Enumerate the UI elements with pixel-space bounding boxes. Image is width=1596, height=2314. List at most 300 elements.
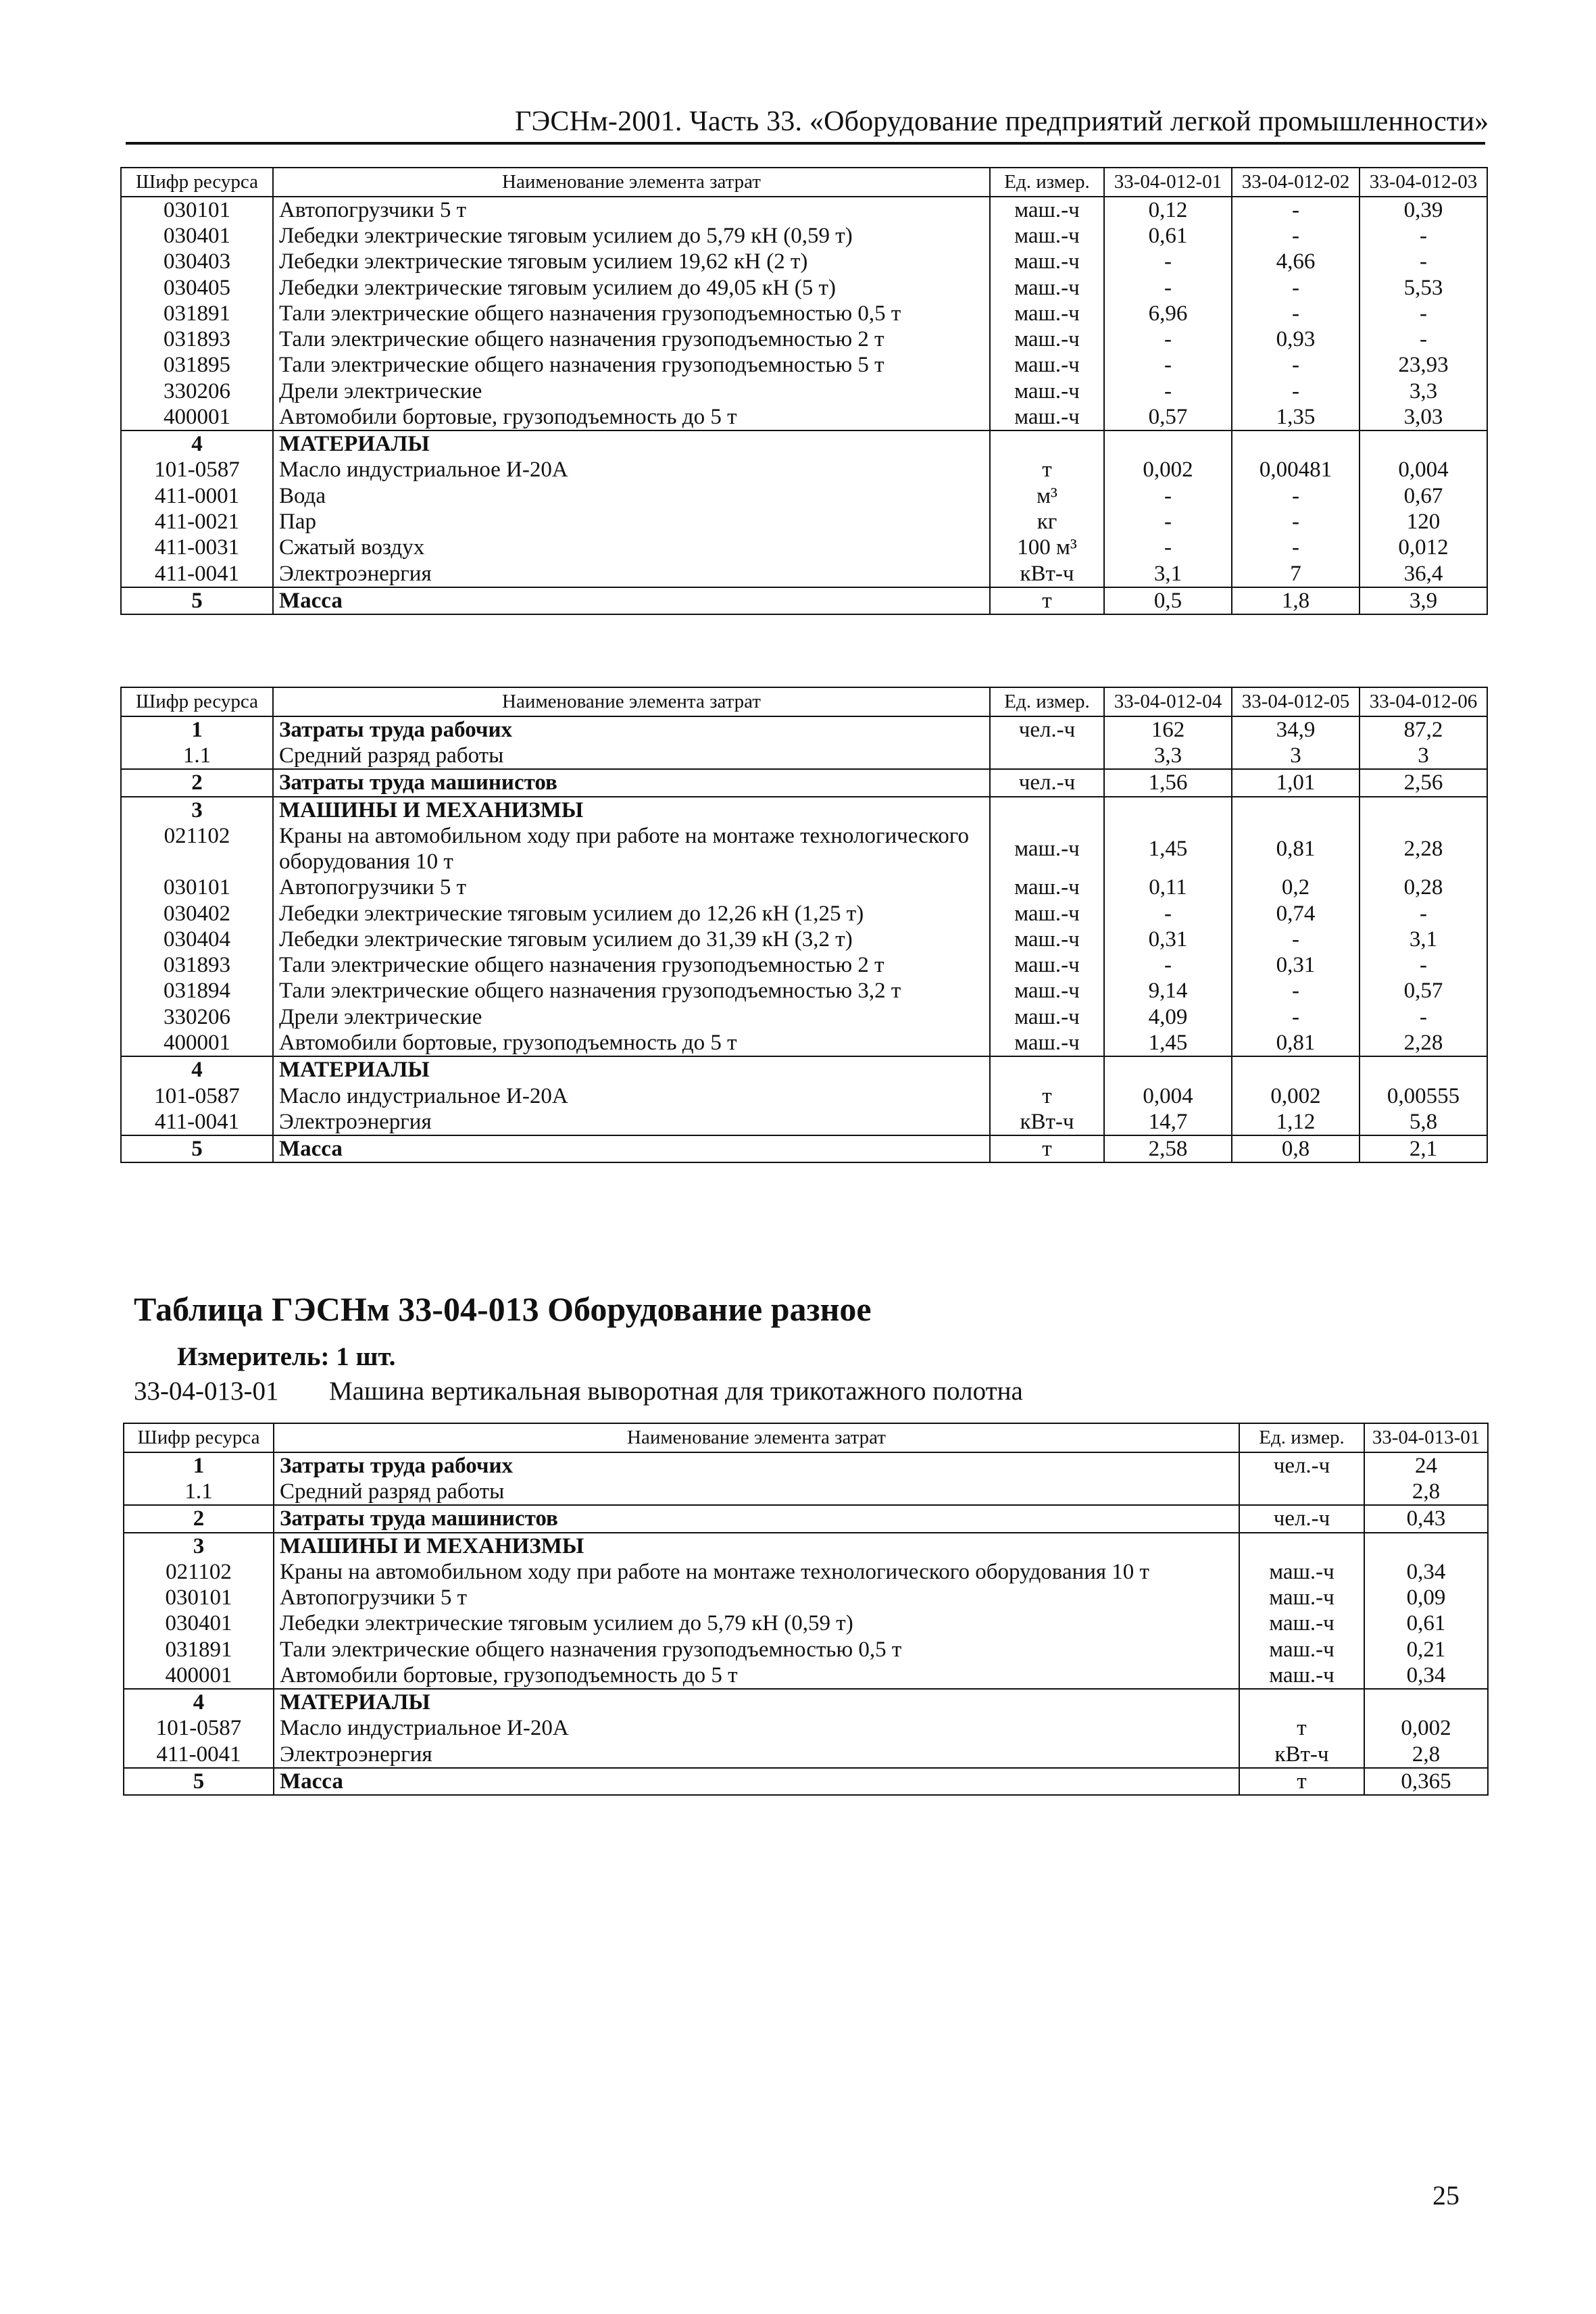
resource-code: 030401 — [121, 223, 273, 249]
rate-value — [1232, 1056, 1360, 1083]
resource-code: 030101 — [121, 875, 273, 900]
cost-element-name: Тали электрические общего назначения грузоподъемностью 2 т — [273, 952, 990, 978]
unit-of-measure: маш.-ч — [990, 378, 1104, 404]
cost-element-name: Тали электрические общего назначения грузоподъемностью 0,5 т — [273, 301, 990, 326]
rate-description: Машина вертикальная выворотная для трикотажного полотна — [329, 1377, 1023, 1406]
rate-value: - — [1232, 223, 1360, 249]
table-body — [121, 197, 1487, 614]
rate-value: 2,28 — [1360, 1030, 1487, 1056]
resource-code: 031893 — [121, 326, 273, 352]
col-header-rate: 33-04-012-04 — [1104, 687, 1232, 716]
rate-value: 0,81 — [1232, 1030, 1360, 1056]
resource-code: 031891 — [124, 1637, 274, 1663]
rate-value — [1232, 430, 1360, 457]
table-row — [124, 1585, 1488, 1610]
rate-value: 0,2 — [1232, 875, 1360, 900]
table-row — [121, 901, 1487, 927]
table-row — [121, 716, 1487, 743]
resource-code: 411-0001 — [121, 483, 273, 509]
cost-element-name: МАТЕРИАЛЫ — [274, 1689, 1239, 1715]
rate-value — [1232, 797, 1360, 823]
rate-value: 9,14 — [1104, 978, 1232, 1004]
table-row — [121, 275, 1487, 301]
cost-element-name: Краны на автомобильном ходу при работе на монтаже технологического оборудования 10 т — [274, 1559, 1239, 1585]
table-row — [124, 1715, 1488, 1741]
rate-value: 5,8 — [1360, 1109, 1487, 1135]
table-row — [121, 404, 1487, 430]
unit-of-measure: маш.-ч — [990, 404, 1104, 430]
rate-value: - — [1232, 275, 1360, 301]
table-row — [121, 952, 1487, 978]
rate-value: 0,8 — [1232, 1135, 1360, 1162]
unit-of-measure: маш.-ч — [1239, 1637, 1364, 1663]
unit-of-measure: маш.-ч — [990, 301, 1104, 326]
rate-value: - — [1104, 952, 1232, 978]
rate-value: - — [1360, 1004, 1487, 1030]
table-row — [121, 352, 1487, 378]
resource-code: 5 — [121, 587, 273, 614]
table-title: Таблица ГЭСНм 33-04-013 Оборудование разное — [134, 1290, 872, 1328]
rate-value: 162 — [1104, 716, 1232, 743]
unit-of-measure: маш.-ч — [990, 197, 1104, 223]
resource-code: 3 — [121, 797, 273, 823]
unit-of-measure — [990, 743, 1104, 769]
rate-value: 0,11 — [1104, 875, 1232, 900]
unit-of-measure: чел.-ч — [1239, 1505, 1364, 1532]
table-row — [124, 1663, 1488, 1689]
rate-value: - — [1232, 197, 1360, 223]
unit-of-measure: маш.-ч — [1239, 1610, 1364, 1636]
unit-of-measure: маш.-ч — [1239, 1663, 1364, 1689]
unit-of-measure: маш.-ч — [990, 1030, 1104, 1056]
header-rule — [126, 142, 1485, 145]
resource-code: 030402 — [121, 901, 273, 927]
cost-element-name: Тали электрические общего назначения грузоподъемностью 5 т — [273, 352, 990, 378]
cost-element-name: Средний разряд работы — [274, 1479, 1239, 1505]
rate-value: 0,57 — [1360, 978, 1487, 1004]
rate-value — [1364, 1533, 1488, 1559]
cost-element-name: Автомобили бортовые, грузоподъемность до 5 т — [273, 1030, 990, 1056]
cost-element-name: Лебедки электрические тяговым усилием до 5,79 кН (0,59 т) — [274, 1610, 1239, 1636]
unit-of-measure: чел.-ч — [1239, 1452, 1364, 1479]
unit-of-measure: маш.-ч — [990, 223, 1104, 249]
rate-value: 1,45 — [1104, 1030, 1232, 1056]
col-header-rate: 33-04-012-01 — [1104, 168, 1232, 197]
resource-code: 411-0041 — [121, 561, 273, 587]
rate-value: 2,8 — [1364, 1479, 1488, 1505]
cost-element-name: Средний разряд работы — [273, 743, 990, 769]
resource-code: 030404 — [121, 927, 273, 952]
col-header-unit: Ед. измер. — [990, 687, 1104, 716]
unit-of-measure: кВт-ч — [990, 561, 1104, 587]
rate-value: 0,67 — [1360, 483, 1487, 509]
rate-value: 0,00555 — [1360, 1083, 1487, 1109]
cost-element-name: Лебедки электрические тяговым усилием до 31,39 кН (3,2 т) — [273, 927, 990, 952]
rate-value: 0,81 — [1232, 823, 1360, 875]
rate-value: 1,56 — [1104, 769, 1232, 796]
rate-value: 0,43 — [1364, 1505, 1488, 1532]
rate-value: 0,09 — [1364, 1585, 1488, 1610]
resource-code: 2 — [121, 769, 273, 796]
rate-value: - — [1232, 927, 1360, 952]
unit-of-measure: т — [990, 1135, 1104, 1162]
rate-value: 3,1 — [1360, 927, 1487, 952]
unit-of-measure: маш.-ч — [990, 901, 1104, 927]
unit-of-measure: маш.-ч — [990, 823, 1104, 875]
resource-table-012-04-06 — [120, 687, 1488, 1163]
rate-value: - — [1360, 301, 1487, 326]
resource-code: 031895 — [121, 352, 273, 378]
unit-of-measure — [1239, 1689, 1364, 1715]
rate-value: 87,2 — [1360, 716, 1487, 743]
cost-element-name: Электроэнергия — [274, 1742, 1239, 1768]
rate-value: 0,28 — [1360, 875, 1487, 900]
rate-value: 6,96 — [1104, 301, 1232, 326]
cost-element-name: Лебедки электрические тяговым усилием до 49,05 кН (5 т) — [273, 275, 990, 301]
rate-value: 0,34 — [1364, 1559, 1488, 1585]
cost-element-name: Дрели электрические — [273, 1004, 990, 1030]
rate-value: - — [1232, 301, 1360, 326]
table-row — [121, 197, 1487, 223]
rate-value — [1104, 1056, 1232, 1083]
rate-value: 4,66 — [1232, 249, 1360, 274]
rate-value: 3,1 — [1104, 561, 1232, 587]
rate-value: - — [1104, 483, 1232, 509]
unit-of-measure: маш.-ч — [990, 1004, 1104, 1030]
rate-value: - — [1232, 1004, 1360, 1030]
rate-value: 0,5 — [1104, 587, 1232, 614]
resource-code: 030101 — [121, 197, 273, 223]
cost-element-name: Затраты труда машинистов — [273, 769, 990, 796]
rate-value: - — [1232, 535, 1360, 560]
unit-of-measure: маш.-ч — [990, 249, 1104, 274]
rate-value: 14,7 — [1104, 1109, 1232, 1135]
rate-value: 0,61 — [1364, 1610, 1488, 1636]
cost-element-name: Электроэнергия — [273, 561, 990, 587]
rate-value: - — [1104, 249, 1232, 274]
table-row — [121, 430, 1487, 457]
rate-value: 3,3 — [1360, 378, 1487, 404]
cost-element-name: Затраты труда машинистов — [274, 1505, 1239, 1532]
resource-code: 4 — [121, 430, 273, 457]
col-header-rate: 33-04-013-01 — [1364, 1423, 1488, 1452]
rate-value: - — [1232, 509, 1360, 535]
cost-element-name: Лебедки электрические тяговым усилием до 5,79 кН (0,59 т) — [273, 223, 990, 249]
table-row — [121, 797, 1487, 823]
cost-element-name: МАШИНЫ И МЕХАНИЗМЫ — [274, 1533, 1239, 1559]
cost-element-name: Масса — [273, 587, 990, 614]
resource-code: 400001 — [124, 1663, 274, 1689]
cost-element-name: Автомобили бортовые, грузоподъемность до 5 т — [274, 1663, 1239, 1689]
resource-code: 411-0031 — [121, 535, 273, 560]
unit-of-measure: маш.-ч — [1239, 1559, 1364, 1585]
rate-value — [1104, 797, 1232, 823]
table-row — [121, 1056, 1487, 1083]
rate-value: 0,12 — [1104, 197, 1232, 223]
table-row — [124, 1689, 1488, 1715]
resource-code: 411-0041 — [124, 1742, 274, 1768]
unit-of-measure: маш.-ч — [1239, 1585, 1364, 1610]
rate-value: 0,61 — [1104, 223, 1232, 249]
rate-value — [1360, 1056, 1487, 1083]
rate-value — [1104, 430, 1232, 457]
cost-element-name: Дрели электрические — [273, 378, 990, 404]
resource-code: 1 — [124, 1452, 274, 1479]
table-row — [121, 769, 1487, 796]
unit-of-measure: 100 м³ — [990, 535, 1104, 560]
cost-element-name: МАШИНЫ И МЕХАНИЗМЫ — [273, 797, 990, 823]
table-row — [121, 326, 1487, 352]
rate-value: 3 — [1360, 743, 1487, 769]
rate-value: 0,31 — [1104, 927, 1232, 952]
rate-value: 0,004 — [1360, 457, 1487, 483]
rate-value: 1,01 — [1232, 769, 1360, 796]
table-row — [124, 1768, 1488, 1795]
rate-value: 0,002 — [1364, 1715, 1488, 1741]
resource-code: 101-0587 — [121, 457, 273, 483]
unit-of-measure: маш.-ч — [990, 352, 1104, 378]
rate-value: 0,74 — [1232, 901, 1360, 927]
table-header-row — [121, 168, 1487, 197]
table-body — [121, 716, 1487, 1163]
unit-of-measure: маш.-ч — [990, 275, 1104, 301]
rate-value: 2,1 — [1360, 1135, 1487, 1162]
table-row — [124, 1452, 1488, 1479]
unit-of-measure: маш.-ч — [990, 927, 1104, 952]
table-row — [121, 223, 1487, 249]
table-row — [121, 927, 1487, 952]
rate-value: 0,002 — [1232, 1083, 1360, 1109]
rate-value: - — [1104, 901, 1232, 927]
unit-of-measure: т — [990, 457, 1104, 483]
cost-element-name: Масса — [274, 1768, 1239, 1795]
rate-value: - — [1232, 483, 1360, 509]
table-row — [124, 1479, 1488, 1505]
resource-code: 4 — [121, 1056, 273, 1083]
rate-value — [1364, 1689, 1488, 1715]
rate-value: 120 — [1360, 509, 1487, 535]
rate-value: - — [1232, 978, 1360, 1004]
unit-of-measure — [990, 430, 1104, 457]
table-row — [121, 743, 1487, 769]
resource-code: 330206 — [121, 378, 273, 404]
table-header-row — [124, 1423, 1488, 1452]
cost-element-name: Масса — [273, 1135, 990, 1162]
cost-element-name: Затраты труда рабочих — [273, 716, 990, 743]
cost-element-name: Тали электрические общего назначения грузоподъемностью 3,2 т — [273, 978, 990, 1004]
resource-code: 030405 — [121, 275, 273, 301]
col-header-rate: 33-04-012-05 — [1232, 687, 1360, 716]
col-header-name: Наименование элемента затрат — [273, 168, 990, 197]
resource-code: 411-0021 — [121, 509, 273, 535]
table-meter: Измеритель: 1 шт. — [177, 1342, 396, 1371]
resource-code: 101-0587 — [121, 1083, 273, 1109]
rate-value: 2,28 — [1360, 823, 1487, 875]
unit-of-measure — [990, 1056, 1104, 1083]
unit-of-measure: маш.-ч — [990, 326, 1104, 352]
resource-code: 030401 — [124, 1610, 274, 1636]
table-row — [121, 978, 1487, 1004]
rate-value: - — [1360, 223, 1487, 249]
table-row — [121, 1109, 1487, 1135]
rate-value: 0,00481 — [1232, 457, 1360, 483]
col-header-name: Наименование элемента затрат — [274, 1423, 1239, 1452]
resource-code: 411-0041 — [121, 1109, 273, 1135]
resource-code: 1.1 — [124, 1479, 274, 1505]
cost-element-name: Масло индустриальное И-20А — [273, 457, 990, 483]
col-header-rate: 33-04-012-02 — [1232, 168, 1360, 197]
unit-of-measure — [1239, 1479, 1364, 1505]
rate-value: 0,39 — [1360, 197, 1487, 223]
col-header-unit: Ед. измер. — [990, 168, 1104, 197]
rate-value: 3,9 — [1360, 587, 1487, 614]
rate-value: 0,93 — [1232, 326, 1360, 352]
rate-value — [1360, 797, 1487, 823]
rate-value: - — [1104, 535, 1232, 560]
rate-value: 4,09 — [1104, 1004, 1232, 1030]
resource-table-012-01-03 — [120, 167, 1488, 615]
rate-value: 0,004 — [1104, 1083, 1232, 1109]
running-header: ГЭСНм-2001. Часть 33. «Оборудование предприятий легкой промышленности» — [515, 106, 1489, 137]
resource-code: 101-0587 — [124, 1715, 274, 1741]
table-row — [121, 457, 1487, 483]
cost-element-name: Тали электрические общего назначения грузоподъемностью 2 т — [273, 326, 990, 352]
cost-element-name: Затраты труда рабочих — [274, 1452, 1239, 1479]
table-row — [121, 587, 1487, 614]
cost-element-name: Вода — [273, 483, 990, 509]
table-row — [121, 509, 1487, 535]
rate-value — [1360, 430, 1487, 457]
rate-value: - — [1104, 378, 1232, 404]
table-row — [121, 1083, 1487, 1109]
cost-element-name: Масло индустриальное И-20А — [273, 1083, 990, 1109]
table-row — [121, 823, 1487, 875]
unit-of-measure: т — [1239, 1768, 1364, 1795]
cost-element-name: Краны на автомобильном ходу при работе на монтаже технологического оборудования 10 т — [273, 823, 990, 875]
rate-value: 1,45 — [1104, 823, 1232, 875]
rate-value: 0,57 — [1104, 404, 1232, 430]
table-row — [121, 1135, 1487, 1162]
table-row — [124, 1742, 1488, 1768]
cost-element-name: Электроэнергия — [273, 1109, 990, 1135]
resource-code: 400001 — [121, 1030, 273, 1056]
rate-value: 1,35 — [1232, 404, 1360, 430]
rate-value: - — [1104, 326, 1232, 352]
rate-value: 0,365 — [1364, 1768, 1488, 1795]
rate-value: - — [1360, 249, 1487, 274]
rate-value: 5,53 — [1360, 275, 1487, 301]
resource-code: 021102 — [121, 823, 273, 875]
rate-value: - — [1360, 326, 1487, 352]
rate-value: 1,12 — [1232, 1109, 1360, 1135]
resource-code: 1 — [121, 716, 273, 743]
cost-element-name: Автопогрузчики 5 т — [273, 875, 990, 900]
rate-value: 2,56 — [1360, 769, 1487, 796]
rate-value: 23,93 — [1360, 352, 1487, 378]
table-row — [121, 875, 1487, 900]
table-body — [124, 1452, 1488, 1795]
unit-of-measure: кг — [990, 509, 1104, 535]
table-row — [121, 561, 1487, 587]
cost-element-name: Пар — [273, 509, 990, 535]
unit-of-measure: маш.-ч — [990, 978, 1104, 1004]
col-header-name: Наименование элемента затрат — [273, 687, 990, 716]
cost-element-name: Тали электрические общего назначения грузоподъемностью 0,5 т — [274, 1637, 1239, 1663]
table-row — [124, 1533, 1488, 1559]
unit-of-measure: т — [990, 587, 1104, 614]
rate-value: 36,4 — [1360, 561, 1487, 587]
rate-value: 2,8 — [1364, 1742, 1488, 1768]
resource-code: 030101 — [124, 1585, 274, 1610]
cost-element-name: МАТЕРИАЛЫ — [273, 1056, 990, 1083]
col-header-rate: 33-04-012-06 — [1360, 687, 1487, 716]
resource-code: 330206 — [121, 1004, 273, 1030]
rate-value: - — [1104, 352, 1232, 378]
resource-code: 030403 — [121, 249, 273, 274]
cost-element-name: Автопогрузчики 5 т — [274, 1585, 1239, 1610]
unit-of-measure: кВт-ч — [990, 1109, 1104, 1135]
cost-element-name: Масло индустриальное И-20А — [274, 1715, 1239, 1741]
table-row — [121, 1004, 1487, 1030]
rate-value: - — [1232, 378, 1360, 404]
resource-code: 4 — [124, 1689, 274, 1715]
col-header-code: Шифр ресурса — [121, 687, 273, 716]
table-row — [121, 483, 1487, 509]
table-row — [121, 378, 1487, 404]
cost-element-name: Автомобили бортовые, грузоподъемность до 5 т — [273, 404, 990, 430]
table-row — [121, 535, 1487, 560]
resource-code: 400001 — [121, 404, 273, 430]
rate-value: 3,03 — [1360, 404, 1487, 430]
cost-element-name: Лебедки электрические тяговым усилием до 12,26 кН (1,25 т) — [273, 901, 990, 927]
resource-code: 2 — [124, 1505, 274, 1532]
rate-code: 33-04-013-01 — [134, 1377, 279, 1406]
page-number: 25 — [1432, 2180, 1460, 2211]
rate-value: 24 — [1364, 1452, 1488, 1479]
cost-element-name: Автопогрузчики 5 т — [273, 197, 990, 223]
unit-of-measure: маш.-ч — [990, 952, 1104, 978]
resource-code: 5 — [121, 1135, 273, 1162]
table-row — [124, 1637, 1488, 1663]
col-header-code: Шифр ресурса — [124, 1423, 274, 1452]
rate-value: 34,9 — [1232, 716, 1360, 743]
rate-value: - — [1360, 952, 1487, 978]
rate-value: 2,58 — [1104, 1135, 1232, 1162]
table-header-row — [121, 687, 1487, 716]
table-row — [124, 1505, 1488, 1532]
rate-value: - — [1104, 509, 1232, 535]
resource-code: 031891 — [121, 301, 273, 326]
unit-of-measure: маш.-ч — [990, 875, 1104, 900]
col-header-unit: Ед. измер. — [1239, 1423, 1364, 1452]
unit-of-measure: м³ — [990, 483, 1104, 509]
table-row — [121, 249, 1487, 274]
rate-value: 3 — [1232, 743, 1360, 769]
rate-value: 0,21 — [1364, 1637, 1488, 1663]
resource-code: 1.1 — [121, 743, 273, 769]
rate-value: - — [1360, 901, 1487, 927]
rate-value: 0,34 — [1364, 1663, 1488, 1689]
unit-of-measure: кВт-ч — [1239, 1742, 1364, 1768]
rate-value: 0,31 — [1232, 952, 1360, 978]
rate-value: 7 — [1232, 561, 1360, 587]
col-header-code: Шифр ресурса — [121, 168, 273, 197]
table-row — [124, 1559, 1488, 1585]
unit-of-measure: чел.-ч — [990, 769, 1104, 796]
rate-value: 0,012 — [1360, 535, 1487, 560]
unit-of-measure: т — [1239, 1715, 1364, 1741]
resource-code: 3 — [124, 1533, 274, 1559]
